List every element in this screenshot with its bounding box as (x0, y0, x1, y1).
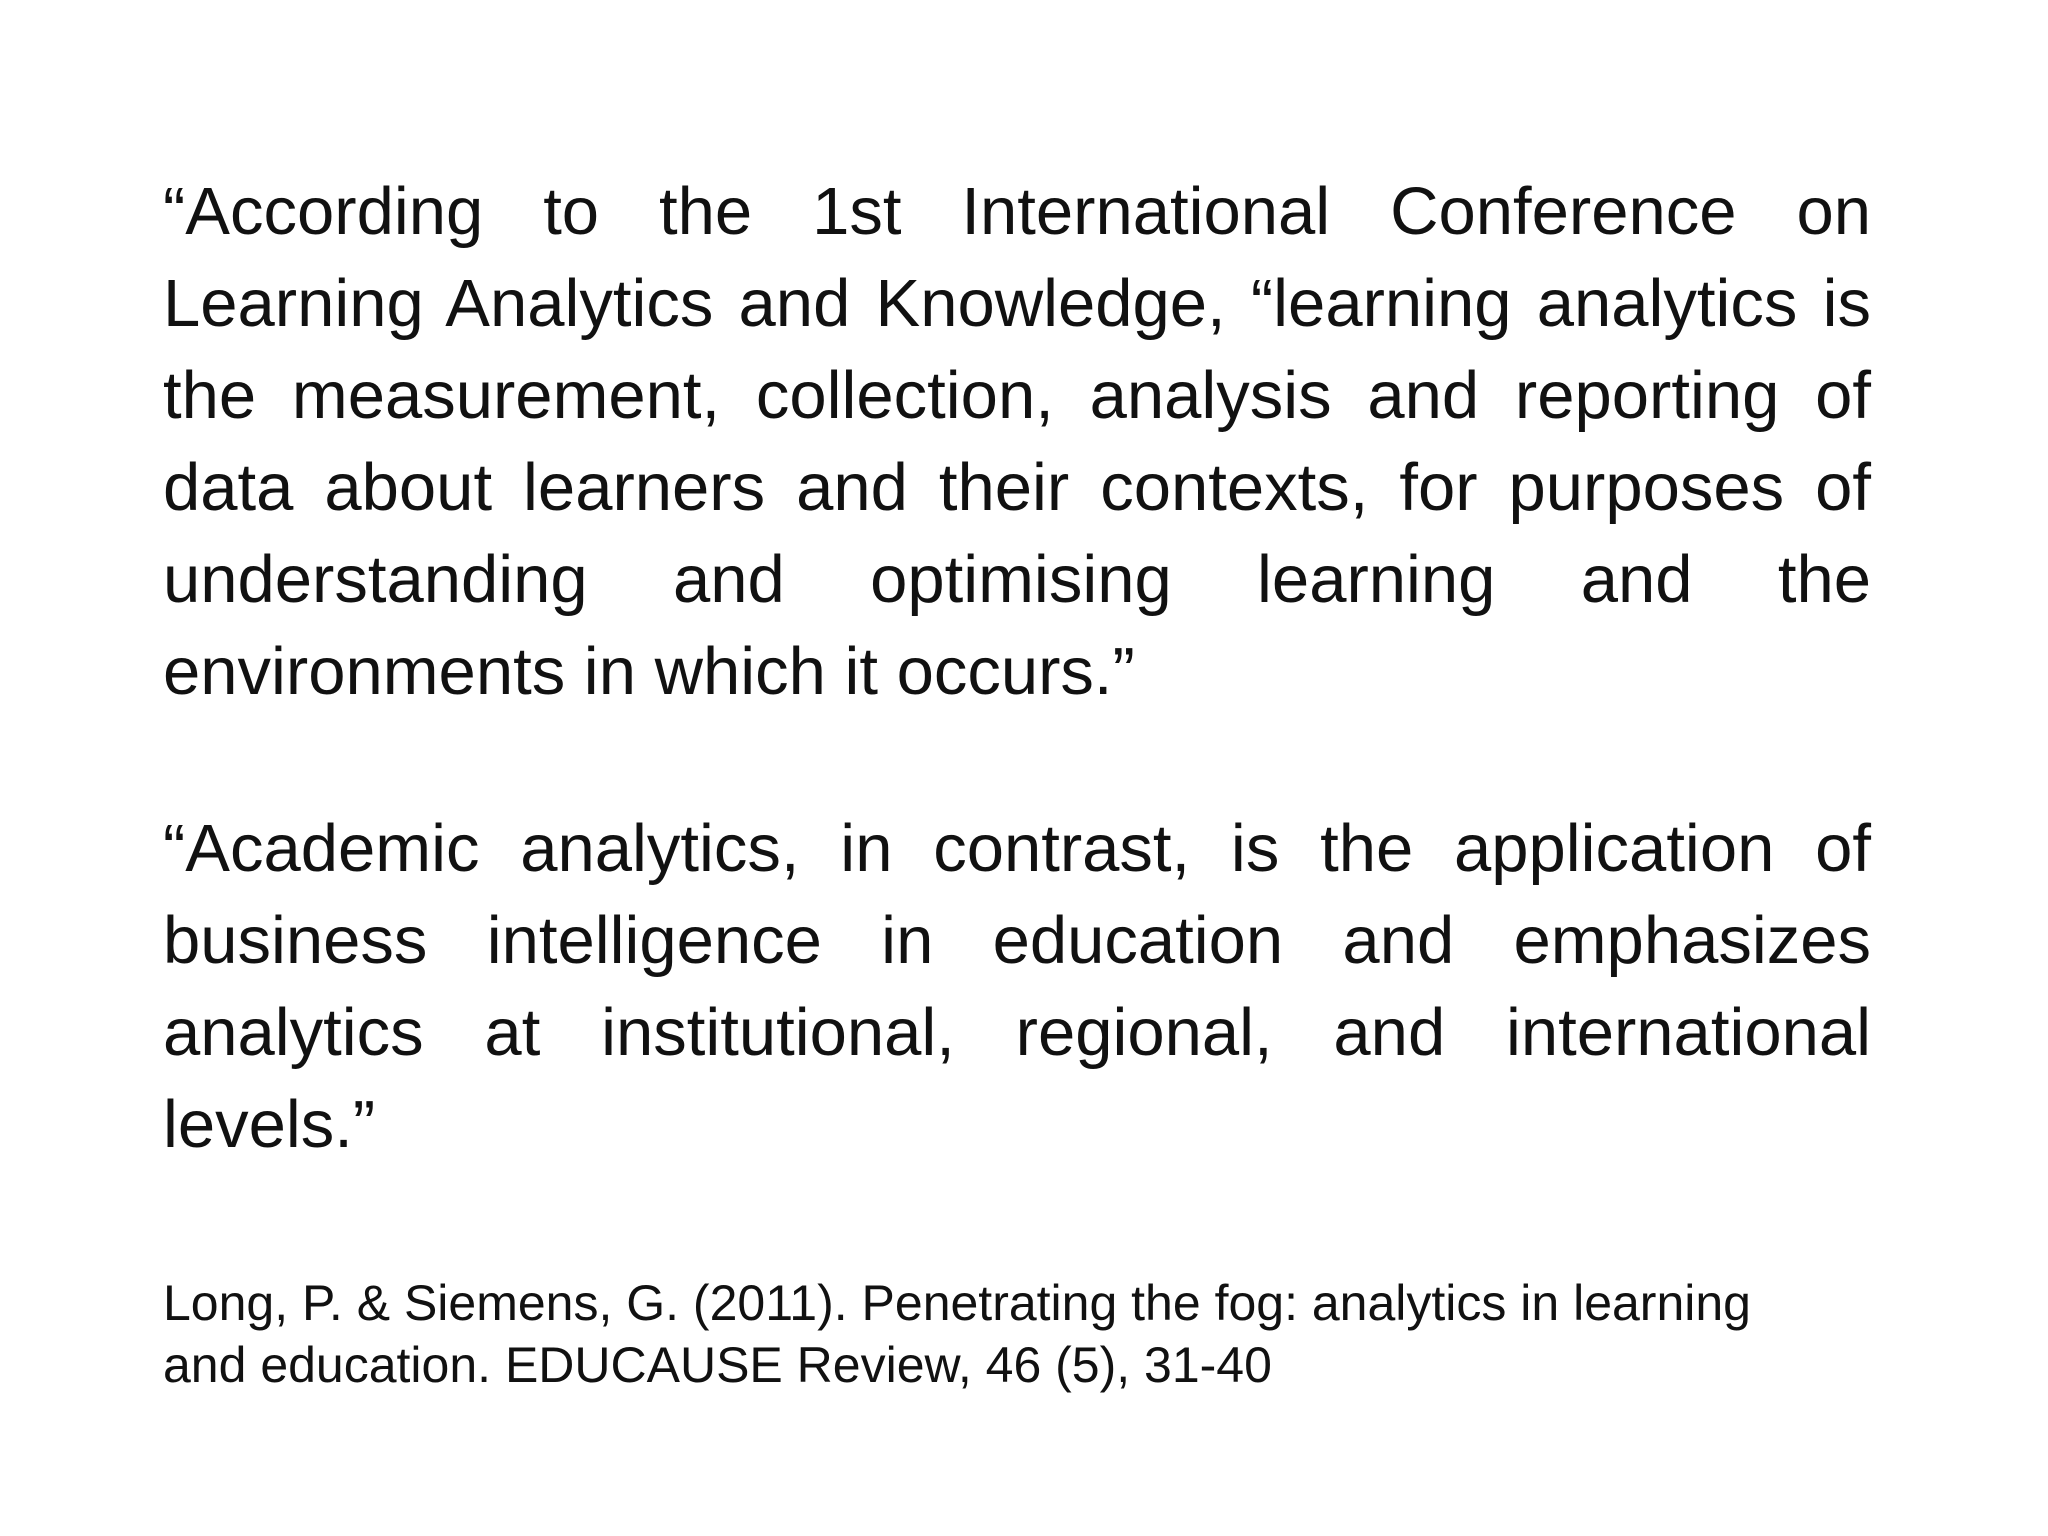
quote-learning-analytics: “According to the 1st International Conference on Learning Analytics and Knowledge, “learning analytics is the measurement, collection, analysis and reporting of data about learners and their contexts, for purposes of understanding and optimising learning and the environments in which it occurs.” (163, 174, 1871, 709)
citation-line-2: and education. EDUCAUSE Review, 46 (5), 31-40 (163, 1337, 1272, 1393)
quote-academic-analytics: “Academic analytics, in contrast, is the application of business intelligence in education and emphasizes analytics at institutional, regional, and international levels.” (163, 811, 1871, 1162)
citation (163, 1272, 1871, 1396)
citation-line-1: Long, P. & Siemens, G. (2011). Penetrating the fog: analytics in learning (163, 1275, 1751, 1331)
